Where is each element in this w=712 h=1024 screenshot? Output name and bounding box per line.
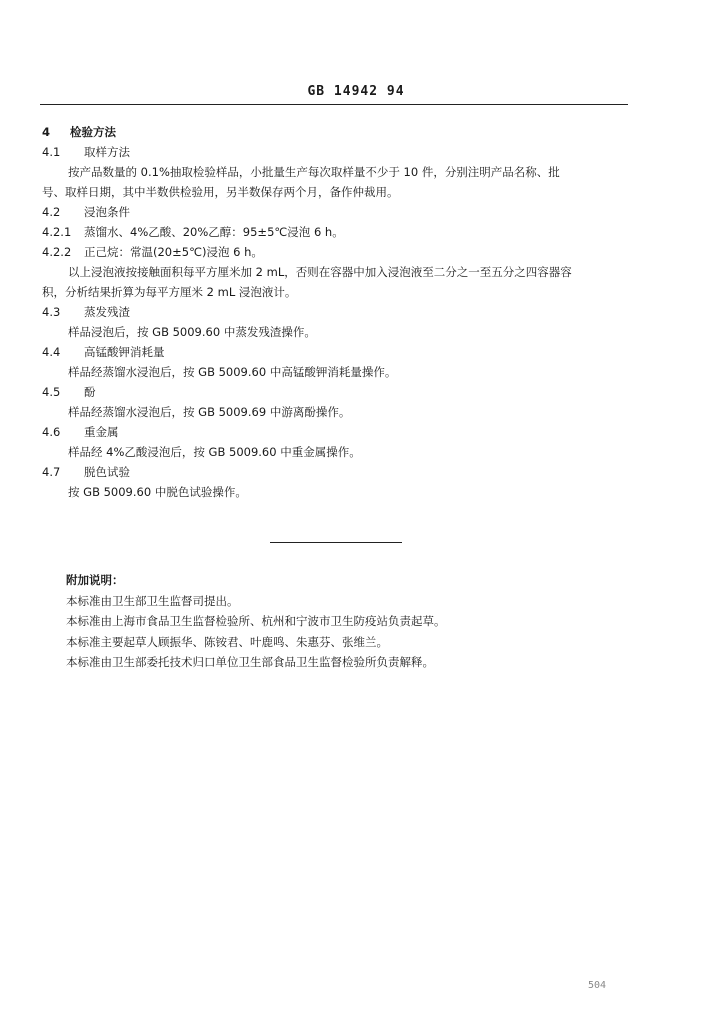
header-rule [40, 104, 628, 105]
item-body-line: 以上浸泡液按接触面积每平方厘米加 2 mL，否则在容器中加入浸泡液至二分之一至五分之四容器容 [68, 265, 572, 279]
item-body-line: 按产品数量的 0.1%抽取检验样品，小批量生产每次取样量不少于 10 件，分别注明产品名称、批 [68, 165, 560, 179]
item-title: 取样方法 [84, 145, 130, 159]
section-heading [42, 122, 634, 142]
item-number: 4.4 [42, 345, 61, 359]
item-number: 4.5 [42, 385, 61, 399]
section-number: 4 [42, 125, 51, 139]
item-number: 4.2 [42, 205, 61, 219]
item-body-line: 样品经蒸馏水浸泡后，按 GB 5009.60 中高锰酸钾消耗量操作。 [68, 365, 397, 379]
item-title: 重金属 [84, 425, 119, 439]
item-title: 高锰酸钾消耗量 [84, 345, 165, 359]
item-title: 蒸发残渣 [84, 305, 130, 319]
item-body-line: 按 GB 5009.60 中脱色试验操作。 [68, 485, 247, 499]
item-number: 4.6 [42, 425, 61, 439]
item-body-line: 积，分析结果折算为每平方厘米 2 mL 浸泡液计。 [42, 285, 297, 299]
item-title: 酚 [84, 385, 96, 399]
item-title: 正己烷：常温(20±5℃)浸泡 6 h。 [84, 245, 263, 259]
item-heading [42, 422, 634, 442]
addendum [66, 570, 626, 673]
addendum-label: 附加说明： [66, 573, 124, 587]
item-body-line: 样品经蒸馏水浸泡后，按 GB 5009.69 中游离酚操作。 [68, 405, 351, 419]
item-heading [42, 242, 634, 262]
item-heading [42, 222, 634, 242]
addendum-line: 本标准由上海市食品卫生监督检验所、杭州和宁波市卫生防疫站负责起草。 [66, 614, 446, 628]
addendum-line: 本标准由卫生部卫生监督司提出。 [66, 593, 239, 608]
main-content [42, 122, 634, 502]
item-number: 4.2.1 [42, 225, 72, 239]
item-body-line: 样品经 4%乙酸浸泡后，按 GB 5009.60 中重金属操作。 [68, 445, 361, 459]
item-title: 蒸馏水、4%乙酸、20%乙醇：95±5℃浸泡 6 h。 [84, 225, 344, 239]
end-rule [270, 542, 402, 543]
item-heading [42, 202, 634, 222]
item-heading [42, 302, 634, 322]
item-number: 4.1 [42, 145, 61, 159]
item-body-line: 号、取样日期，其中半数供检验用，另半数保存两个月，备作仲裁用。 [42, 185, 399, 199]
item-title: 浸泡条件 [84, 205, 130, 219]
item-heading [42, 342, 634, 362]
item-body-line: 样品浸泡后，按 GB 5009.60 中蒸发残渣操作。 [68, 325, 316, 339]
addendum-line: 本标准主要起草人顾振华、陈铵君、叶鹿鸣、朱惠芬、张维兰。 [66, 634, 388, 649]
standard-code-header: GB 14942 94 [307, 84, 405, 99]
item-number: 4.2.2 [42, 245, 72, 259]
addendum-line: 本标准由卫生部委托技术归口单位卫生部食品卫生监督检验所负责解释。 [66, 655, 434, 669]
page-number: 504 [588, 980, 607, 991]
item-number: 4.7 [42, 465, 61, 479]
item-title: 脱色试验 [84, 465, 130, 479]
item-heading [42, 462, 634, 482]
item-heading [42, 382, 634, 402]
item-number: 4.3 [42, 305, 61, 319]
item-heading [42, 142, 634, 162]
section-title: 检验方法 [70, 125, 116, 139]
